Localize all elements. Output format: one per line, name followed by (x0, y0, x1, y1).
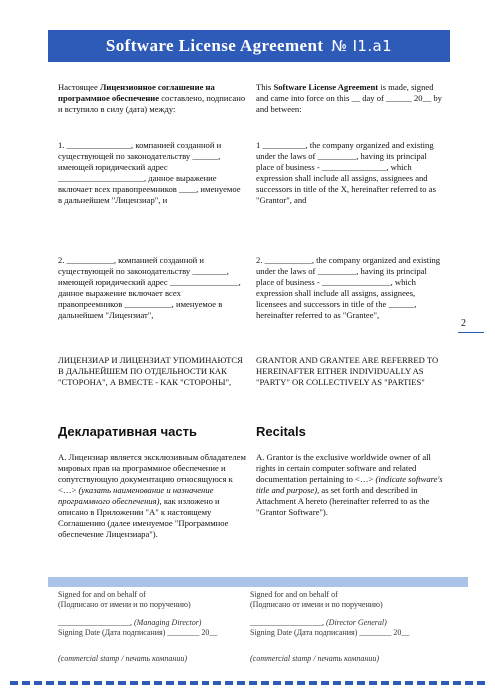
document-number: № I1.a1 (331, 37, 393, 55)
signature-role: (Managing Director) (134, 618, 202, 627)
page-number: 2 (461, 318, 466, 329)
intro-en-bold: Software License Agreement (273, 82, 379, 92)
page-number-rule (458, 332, 484, 333)
commercial-stamp: (commercial stamp / печать компании) (58, 654, 188, 663)
signature-role: (Director General) (326, 618, 387, 627)
recitals-title-en: Recitals (256, 424, 306, 439)
recital-a-en: A. Grantor is the exclusive worldwide owner of all rights in certain computer software and related documentation pertaining to <…> (indicate software's title and purpose), as set forth and described in Attachment A hereto (hereinafter referred to as the "Grantor Software"). (256, 452, 443, 517)
parties-caps-ru: ЛИЦЕНЗИАР И ЛИЦЕНЗИАТ УПОМИНАЮТСЯ В ДАЛЬНЕЙШЕМ ПО ОТДЕЛЬНОСТИ КАК "СТОРОНА", А ВМЕСТЕ - КАК "СТОРОНЫ", (58, 355, 243, 387)
intro-ru-bold: Лицензионное соглашение на программное обеспечение (58, 82, 215, 103)
party2-ru: 2. ___________, компанией созданной и существующей по законодательству ________, имеющей юридический адрес ________________, данное выражение включает всех правопреемников ___________, именуемое в дальнейшем "Лицензиат", (58, 255, 241, 320)
signed-on-behalf-label: Signed for and on behalf of (250, 590, 338, 599)
commercial-stamp: (commercial stamp / печать компании) (250, 654, 380, 663)
party1-ru: 1. _______________, компанией созданной и существующей по законодательству ______, имеющей юридический адрес ____________________, данное выражение включает всех правопреемников ____, именуемое в дальнейшем "Лицензиар", и (58, 140, 241, 205)
signature-separator-bar (48, 577, 468, 587)
signing-date: Signing Date (Дата подписания) ________ 20__ (250, 628, 410, 637)
signature-block-left (58, 590, 258, 664)
recital-a-ru: А. Лицензиар является эксклюзивным обладателем мировых прав на программное обеспечение и сопутствующую документацию относящуюся к <…> (указать наименование и назначение программного обеспечения), как изложено и описано в Приложении "А" к настоящему Соглашению (далее именуемое "Программное обеспечение Лицензиара"). (58, 452, 246, 539)
document-title: Software License Agreement (105, 36, 324, 55)
party1-en: 1 __________, the company organized and existing under the laws of _________, having its principal place of business - _______________, which expression shall include all assigns, assignees and successors in title of the X, hereinafter referred to as "Grantor", and (256, 140, 436, 205)
document-title-bar (48, 30, 450, 62)
signature-role-line: __________________, (Managing Director) (58, 618, 202, 627)
intro-en: This Software License Agreement is made, signed and came into force on this __ day of ______ 20__ by and between: (256, 82, 442, 114)
signing-date: Signing Date (Дата подписания) ________ 20__ (58, 628, 218, 637)
signed-on-behalf-ru-label: (Подписано от имени и по поручению) (250, 600, 383, 609)
recital-en-italic: (indicate software's title and purpose) (256, 474, 443, 495)
party2-en: 2. ___________, the company organized and existing under the laws of _________, having its principal place of business - ________________, which expression shall include all assigns, assignees, licensees and successors in title of the ______, hereinafter referred to as "Grantee", (256, 255, 441, 320)
recital-ru-italic: (указать наименование и назначение программного обеспечения) (58, 485, 214, 506)
signature-role-line: __________________, (Director General) (250, 618, 387, 627)
signed-on-behalf-ru-label: (Подписано от имени и по поручению) (58, 600, 191, 609)
intro-ru: Настоящее Лицензионное соглашение на программное обеспечение составлено, подписано и вступило в силу (дата) между: (58, 82, 246, 114)
recitals-title-ru: Декларативная часть (58, 424, 197, 439)
signature-block-right (250, 590, 450, 664)
footer-dashed-rule (10, 681, 485, 685)
parties-caps-en: GRANTOR AND GRANTEE ARE REFERRED TO HEREINAFTER EITHER INDIVIDUALLY AS "PARTY" OR COLLECTIVELY AS "PARTIES" (256, 355, 439, 387)
signed-on-behalf-label: Signed for and on behalf of (58, 590, 146, 599)
